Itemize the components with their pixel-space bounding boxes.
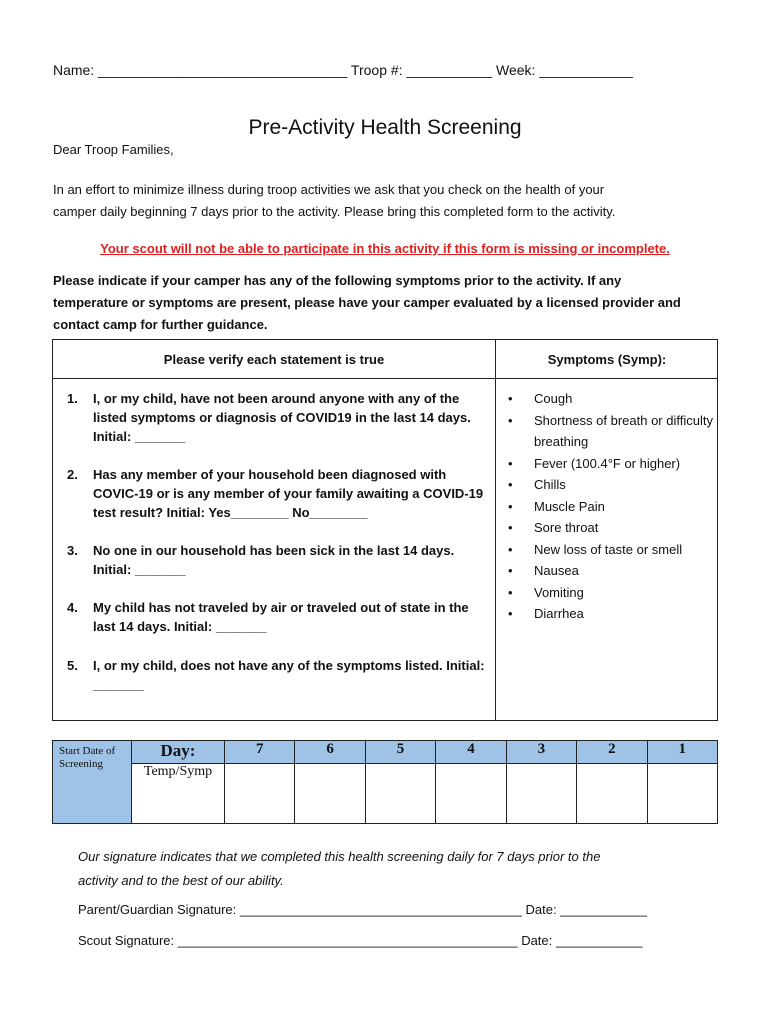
symptom-item: • Cough bbox=[508, 388, 713, 410]
intro-paragraph bbox=[53, 179, 615, 223]
bullet-icon: • bbox=[508, 412, 513, 428]
statement-number: 4. bbox=[67, 600, 78, 615]
day-label-cell: Day: bbox=[132, 741, 225, 764]
bullet-icon: • bbox=[508, 477, 513, 492]
header-divider bbox=[53, 378, 717, 379]
name-field[interactable]: ________________________________ bbox=[98, 62, 348, 78]
day-header-cell: 2 bbox=[577, 741, 647, 764]
bullet-icon: • bbox=[508, 563, 513, 578]
symptoms-header: Symptoms (Symp): bbox=[547, 352, 667, 367]
day-header-cell: 6 bbox=[295, 741, 365, 764]
statements-header: Please verify each statement is true bbox=[163, 352, 385, 367]
symptom-item: • Nausea bbox=[508, 560, 713, 582]
statement-text[interactable]: I, or my child, have not been around anyone with any of the listed symptoms or diagnosis of COVID19 in the last 14 days. Initial: _______ bbox=[93, 391, 471, 444]
schedule-entry-row bbox=[53, 764, 718, 824]
bullet-icon: • bbox=[508, 584, 513, 600]
day-header-cell: 3 bbox=[506, 741, 576, 764]
statement-text[interactable]: My child has not traveled by air or traveled out of state in the last 14 days. Initial: _______ bbox=[93, 600, 469, 634]
statement-number: 3. bbox=[67, 543, 78, 558]
statement-text[interactable]: I, or my child, does not have any of the symptoms listed. Initial: _______ bbox=[93, 658, 485, 692]
screening-schedule-table bbox=[52, 740, 718, 824]
statement-text[interactable]: No one in our household has been sick in the last 14 days. Initial: _______ bbox=[93, 543, 455, 577]
verification-box bbox=[52, 339, 718, 721]
statement-item bbox=[67, 389, 487, 446]
start-date-cell[interactable]: Start Date of Screening bbox=[53, 741, 132, 824]
parent-signature-field[interactable]: _______________________________________ bbox=[239, 902, 522, 917]
week-label: Week: bbox=[495, 62, 536, 78]
symptom-item: • Muscle Pain bbox=[508, 496, 713, 518]
scout-signature-label: Scout Signature: bbox=[78, 933, 175, 948]
week-field[interactable]: ____________ bbox=[539, 62, 633, 78]
day-header-cell: 4 bbox=[436, 741, 506, 764]
day-entry-cell[interactable] bbox=[577, 764, 647, 824]
symptom-item: • Diarrhea bbox=[508, 603, 713, 625]
scout-signature-line bbox=[78, 933, 643, 948]
day-header-cell: 7 bbox=[225, 741, 295, 764]
day-entry-cell[interactable] bbox=[295, 764, 365, 824]
instructions-paragraph bbox=[53, 270, 681, 336]
column-divider bbox=[495, 340, 496, 720]
warning-notice: Your scout will not be able to participate in this activity if this form is missing or incomplete. bbox=[100, 241, 670, 256]
date-label: Date: bbox=[521, 933, 553, 948]
schedule-header-row bbox=[53, 741, 718, 764]
greeting: Dear Troop Families, bbox=[53, 142, 174, 157]
day-entry-cell[interactable] bbox=[506, 764, 576, 824]
day-entry-cell[interactable] bbox=[365, 764, 435, 824]
parent-date-field[interactable]: ____________ bbox=[560, 902, 647, 917]
statement-item bbox=[67, 541, 487, 579]
day-entry-cell[interactable] bbox=[436, 764, 506, 824]
troop-label: Troop #: bbox=[350, 62, 403, 78]
bullet-icon: • bbox=[508, 541, 513, 557]
statement-item bbox=[67, 465, 487, 522]
statement-item bbox=[67, 656, 487, 694]
bullet-icon: • bbox=[508, 498, 513, 514]
instructions-line: contact camp for further guidance. bbox=[53, 317, 268, 332]
statement-number: 5. bbox=[67, 658, 78, 673]
instructions-line: temperature or symptoms are present, please have your camper evaluated by a licensed provider and bbox=[53, 295, 681, 310]
name-label: Name: bbox=[53, 62, 95, 78]
bullet-icon: • bbox=[508, 455, 513, 471]
symptom-item: • Chills bbox=[508, 474, 713, 496]
symptom-item: • New loss of taste or smell bbox=[508, 539, 713, 561]
statement-number: 1. bbox=[67, 391, 78, 406]
intro-line: camper daily beginning 7 days prior to the activity. Please bring this completed form to the activity. bbox=[53, 204, 616, 219]
date-label: Date: bbox=[525, 902, 557, 917]
day-header-cell: 1 bbox=[647, 741, 717, 764]
intro-line: In an effort to minimize illness during troop activities we ask that you check on the health of your bbox=[53, 182, 605, 197]
temp-symp-label: Temp/Symp bbox=[132, 764, 225, 824]
statement-number: 2. bbox=[67, 467, 78, 482]
page-title: Pre-Activity Health Screening bbox=[248, 116, 522, 139]
parent-signature-label: Parent/Guardian Signature: bbox=[78, 902, 237, 917]
statement-text[interactable]: Has any member of your household been diagnosed with COVIC-19 or is any member of your family awaiting a COVID-19 test result? Initial: Yes________ No________ bbox=[93, 467, 484, 520]
parent-signature-line bbox=[78, 902, 647, 917]
header-fields bbox=[53, 62, 633, 78]
symptom-item: • Vomiting bbox=[508, 582, 713, 604]
scout-signature-field[interactable]: _______________________________________________ bbox=[177, 933, 518, 948]
statement-item bbox=[67, 598, 487, 636]
bullet-icon: • bbox=[508, 606, 513, 621]
scout-date-field[interactable]: ____________ bbox=[555, 933, 643, 948]
symptom-item: • Fever (100.4°F or higher) bbox=[508, 453, 713, 475]
day-header-cell: 5 bbox=[365, 741, 435, 764]
symptom-item: • Shortness of breath or difficulty breathing bbox=[508, 410, 713, 453]
bullet-icon: • bbox=[508, 391, 513, 406]
bullet-icon: • bbox=[508, 520, 513, 535]
signature-statement: Our signature indicates that we completed this health screening daily for 7 days prior to the activity and to the best of our ability. bbox=[78, 849, 601, 888]
troop-field[interactable]: ___________ bbox=[406, 62, 493, 78]
day-entry-cell[interactable] bbox=[647, 764, 717, 824]
symptom-item: • Sore throat bbox=[508, 517, 713, 539]
symptoms-list bbox=[508, 388, 713, 625]
instructions-line: Please indicate if your camper has any of the following symptoms prior to the activity. If any bbox=[53, 273, 622, 288]
day-entry-cell[interactable] bbox=[225, 764, 295, 824]
